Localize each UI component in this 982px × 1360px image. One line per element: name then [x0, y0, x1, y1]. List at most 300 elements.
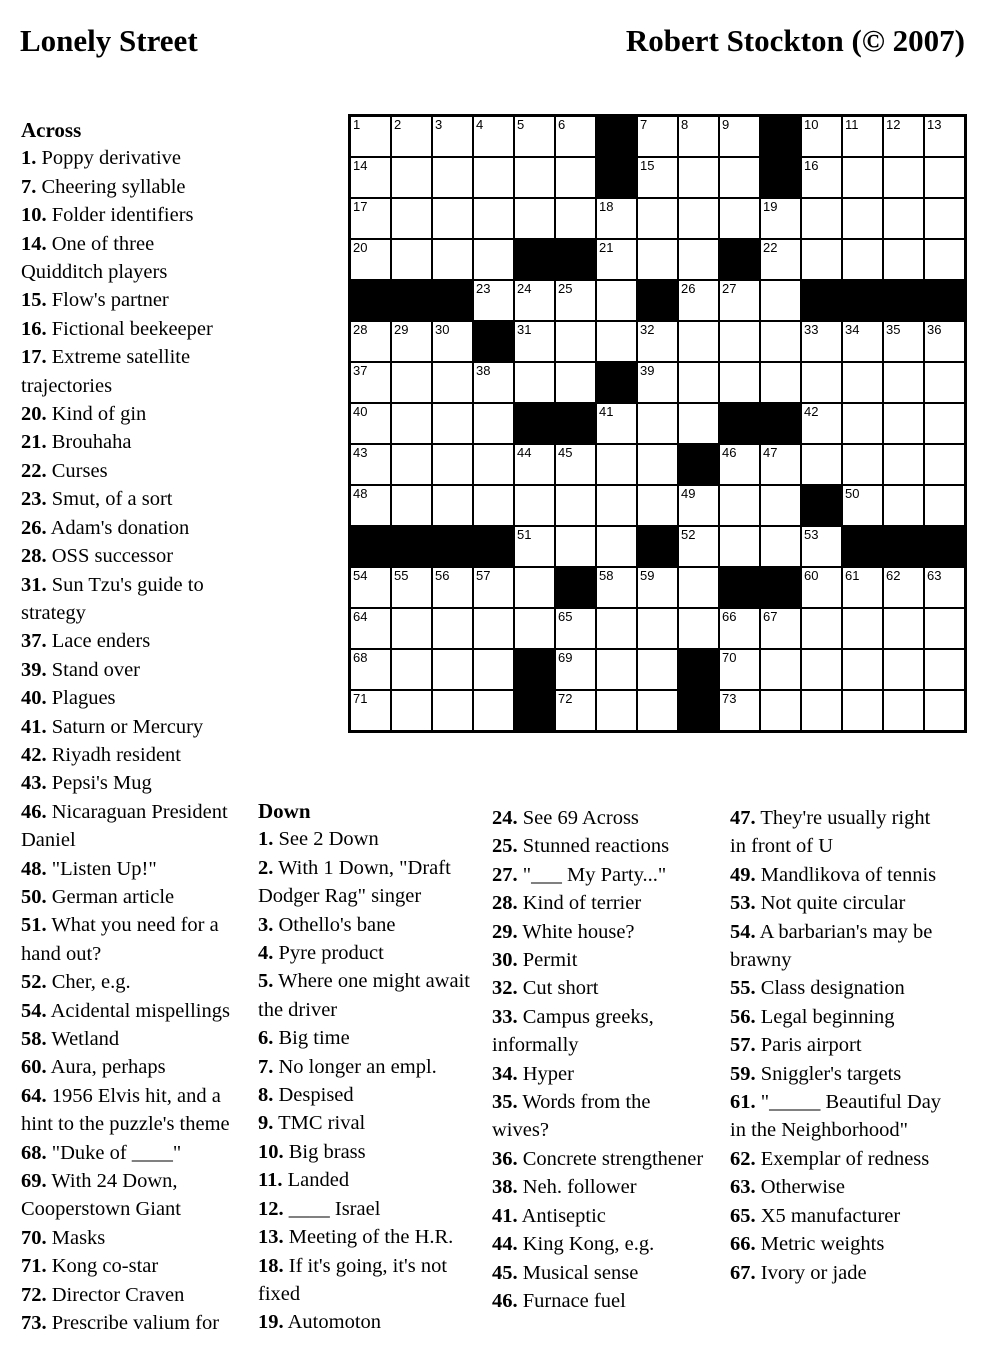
grid-cell[interactable]: [883, 362, 924, 403]
grid-cell[interactable]: [555, 690, 596, 731]
clue-item: [730, 1088, 943, 1145]
grid-cell[interactable]: [801, 157, 842, 198]
grid-cell[interactable]: [924, 608, 965, 649]
clue-item: [21, 741, 231, 769]
grid-cell-black: [473, 321, 514, 362]
grid-cell[interactable]: [924, 239, 965, 280]
grid-cell[interactable]: [391, 198, 432, 239]
grid-cell[interactable]: [432, 403, 473, 444]
cell-number: 73: [722, 691, 737, 706]
grid-cell[interactable]: [760, 649, 801, 690]
grid-cell[interactable]: [473, 567, 514, 608]
grid-cell[interactable]: [678, 239, 719, 280]
grid-cell[interactable]: [432, 608, 473, 649]
grid-cell[interactable]: [473, 403, 514, 444]
grid-cell[interactable]: [350, 116, 391, 157]
grid-cell[interactable]: [924, 362, 965, 403]
grid-cell[interactable]: [350, 403, 391, 444]
cell-number: 42: [804, 404, 819, 419]
grid-cell[interactable]: [924, 690, 965, 731]
grid-cell[interactable]: [883, 198, 924, 239]
grid-cell[interactable]: [801, 239, 842, 280]
grid-cell[interactable]: [842, 157, 883, 198]
grid-cell[interactable]: [637, 567, 678, 608]
clue-text: Big brass: [283, 1140, 366, 1163]
grid-cell[interactable]: [514, 321, 555, 362]
grid-cell[interactable]: [719, 608, 760, 649]
clue-text: German article: [46, 885, 175, 908]
grid-cell[interactable]: [555, 116, 596, 157]
clue-text: Aura, perhaps: [46, 1056, 166, 1079]
cell-number: 29: [394, 322, 409, 337]
grid-cell[interactable]: [719, 485, 760, 526]
grid-cell[interactable]: [719, 198, 760, 239]
cell-number: 40: [353, 404, 368, 419]
cell-number: 14: [353, 158, 368, 173]
clue-text: White house?: [517, 920, 635, 943]
grid-cell[interactable]: [596, 649, 637, 690]
clue-text: Words from the wives?: [492, 1091, 651, 1142]
clue-text: TMC rival: [273, 1112, 366, 1135]
grid-cell[interactable]: [514, 485, 555, 526]
grid-cell[interactable]: [596, 526, 637, 567]
grid-cell[interactable]: [514, 362, 555, 403]
grid-cell[interactable]: [432, 321, 473, 362]
grid-cell[interactable]: [350, 690, 391, 731]
grid-cell[interactable]: [637, 198, 678, 239]
clue-text: They're usually right in front of U: [730, 807, 931, 858]
clue-text: Stand over: [46, 658, 140, 681]
grid-cell[interactable]: [432, 567, 473, 608]
clue-number: 26.: [21, 516, 47, 539]
grid-cell[interactable]: [842, 321, 883, 362]
grid-cell[interactable]: [678, 198, 719, 239]
grid-cell[interactable]: [596, 321, 637, 362]
grid-cell[interactable]: [719, 321, 760, 362]
grid-cell[interactable]: [391, 690, 432, 731]
clue-text: Big time: [273, 1027, 350, 1050]
clue-text: Saturn or Mercury: [46, 715, 204, 738]
grid-cell[interactable]: [678, 157, 719, 198]
grid-cell[interactable]: [350, 444, 391, 485]
grid-cell[interactable]: [473, 444, 514, 485]
clue-text: Automoton: [283, 1311, 382, 1334]
grid-cell[interactable]: [391, 649, 432, 690]
grid-cell[interactable]: [801, 608, 842, 649]
grid-cell[interactable]: [637, 690, 678, 731]
cell-number: 61: [845, 568, 860, 583]
grid-cell[interactable]: [596, 403, 637, 444]
clue-text: Meeting of the H.R.: [283, 1226, 454, 1249]
grid-cell[interactable]: [432, 690, 473, 731]
clue-number: 13.: [258, 1226, 284, 1249]
clue-item: [21, 1082, 231, 1139]
grid-cell[interactable]: [555, 485, 596, 526]
grid-cell[interactable]: [924, 321, 965, 362]
grid-cell[interactable]: [924, 485, 965, 526]
clue-item: [730, 1031, 943, 1059]
clue-number: 58.: [21, 1028, 47, 1050]
grid-cell[interactable]: [555, 444, 596, 485]
grid-cell-black: [678, 649, 719, 690]
cell-number: 57: [476, 568, 491, 583]
grid-cell[interactable]: [842, 608, 883, 649]
clue-text: Sniggler's targets: [755, 1062, 902, 1085]
grid-cell[interactable]: [678, 321, 719, 362]
clue-item: [730, 804, 943, 861]
grid-cell[interactable]: [473, 362, 514, 403]
grid-cell[interactable]: [801, 321, 842, 362]
grid-cell[interactable]: [883, 608, 924, 649]
cell-number: 3: [435, 117, 443, 132]
clue-number: 61.: [730, 1091, 756, 1114]
grid-cell[interactable]: [514, 157, 555, 198]
grid-cell[interactable]: [678, 567, 719, 608]
grid-cell[interactable]: [637, 362, 678, 403]
clue-number: 21.: [21, 431, 47, 454]
grid-cell[interactable]: [842, 485, 883, 526]
grid-cell[interactable]: [473, 239, 514, 280]
grid-cell[interactable]: [801, 116, 842, 157]
grid-cell[interactable]: [678, 485, 719, 526]
clue-text: Masks: [46, 1226, 106, 1249]
clue-number: 51.: [21, 914, 47, 937]
grid-cell[interactable]: [596, 239, 637, 280]
down-clues-section-3: [730, 804, 943, 1287]
grid-cell[interactable]: [555, 157, 596, 198]
clue-text: Extreme satellite trajectories: [21, 346, 191, 397]
cell-number: 12: [886, 117, 901, 132]
clue-text: X5 manufacturer: [755, 1204, 901, 1227]
grid-cell[interactable]: [555, 608, 596, 649]
clue-number: 35.: [492, 1091, 518, 1114]
grid-cell-black: [719, 567, 760, 608]
grid-cell[interactable]: [719, 690, 760, 731]
grid-cell[interactable]: [555, 198, 596, 239]
clue-number: 29.: [492, 920, 518, 943]
grid-cell[interactable]: [637, 239, 678, 280]
clue-number: 43.: [21, 772, 47, 795]
grid-cell-black: [924, 526, 965, 567]
clue-item: [730, 1202, 943, 1230]
clue-item: [258, 1252, 476, 1309]
grid-cell[interactable]: [350, 198, 391, 239]
grid-cell[interactable]: [391, 403, 432, 444]
grid-cell[interactable]: [678, 403, 719, 444]
grid-cell[interactable]: [350, 608, 391, 649]
grid-cell[interactable]: [842, 362, 883, 403]
grid-cell[interactable]: [883, 239, 924, 280]
clue-number: 20.: [21, 403, 47, 426]
grid-cell[interactable]: [555, 362, 596, 403]
cell-number: 60: [804, 568, 819, 583]
grid-cell[interactable]: [801, 444, 842, 485]
grid-cell[interactable]: [473, 116, 514, 157]
grid-cell[interactable]: [432, 157, 473, 198]
grid-cell[interactable]: [678, 116, 719, 157]
down-heading: Down: [258, 799, 311, 823]
clue-item: [492, 1230, 704, 1258]
clue-item: [21, 201, 231, 229]
clue-number: 70.: [21, 1226, 47, 1249]
clue-number: 23.: [21, 488, 47, 511]
grid-cell[interactable]: [801, 198, 842, 239]
clue-item: [21, 798, 231, 855]
grid-cell[interactable]: [596, 567, 637, 608]
grid-cell[interactable]: [719, 116, 760, 157]
grid-cell[interactable]: [924, 649, 965, 690]
cell-number: 46: [722, 445, 737, 460]
grid-cell[interactable]: [760, 239, 801, 280]
clue-text: Folder identifiers: [46, 204, 194, 227]
grid-cell[interactable]: [637, 608, 678, 649]
grid-cell[interactable]: [678, 280, 719, 321]
grid-cell[interactable]: [473, 690, 514, 731]
grid-cell[interactable]: [473, 485, 514, 526]
cell-number: 43: [353, 445, 368, 460]
clue-text: Exemplar of redness: [755, 1147, 930, 1170]
clue-item: [258, 1308, 476, 1336]
grid-cell[interactable]: [801, 403, 842, 444]
grid-cell[interactable]: [883, 567, 924, 608]
clue-text: Legal beginning: [755, 1005, 895, 1028]
grid-cell[interactable]: [924, 116, 965, 157]
grid-cell[interactable]: [473, 608, 514, 649]
clue-text: Prescribe valium for: [46, 1312, 220, 1335]
clue-text: Paris airport: [755, 1034, 862, 1057]
grid-cell[interactable]: [432, 116, 473, 157]
grid-cell[interactable]: [842, 198, 883, 239]
grid-cell[interactable]: [350, 321, 391, 362]
grid-cell[interactable]: [473, 649, 514, 690]
grid-cell[interactable]: [801, 690, 842, 731]
grid-cell[interactable]: [350, 649, 391, 690]
grid-cell[interactable]: [391, 321, 432, 362]
grid-cell[interactable]: [678, 526, 719, 567]
grid-cell[interactable]: [596, 608, 637, 649]
grid-cell[interactable]: [350, 485, 391, 526]
grid-cell-black: [432, 280, 473, 321]
grid-cell[interactable]: [760, 485, 801, 526]
grid-cell[interactable]: [801, 649, 842, 690]
clue-text: Stunned reactions: [517, 835, 670, 858]
grid-cell[interactable]: [514, 567, 555, 608]
grid-cell[interactable]: [432, 198, 473, 239]
grid-cell[interactable]: [350, 567, 391, 608]
grid-cell[interactable]: [842, 649, 883, 690]
clue-number: 72.: [21, 1283, 47, 1306]
puzzle-title: Lonely Street: [20, 23, 198, 58]
grid-cell[interactable]: [760, 608, 801, 649]
grid-cell[interactable]: [350, 239, 391, 280]
grid-cell[interactable]: [514, 444, 555, 485]
clue-item: [258, 825, 476, 853]
grid-cell[interactable]: [678, 362, 719, 403]
grid-cell[interactable]: [842, 116, 883, 157]
clue-item: [21, 911, 231, 968]
grid-cell[interactable]: [473, 157, 514, 198]
grid-cell[interactable]: [883, 485, 924, 526]
cell-number: 56: [435, 568, 450, 583]
grid-cell[interactable]: [760, 690, 801, 731]
grid-cell[interactable]: [924, 567, 965, 608]
cell-number: 37: [353, 363, 368, 378]
cell-number: 51: [517, 527, 532, 542]
grid-cell[interactable]: [432, 444, 473, 485]
clue-number: 71.: [21, 1255, 47, 1278]
clue-text: Concrete strengthener: [517, 1147, 704, 1170]
grid-cell[interactable]: [883, 157, 924, 198]
grid-cell[interactable]: [924, 157, 965, 198]
clue-number: 38.: [492, 1176, 518, 1199]
grid-cell[interactable]: [637, 116, 678, 157]
grid-cell[interactable]: [637, 403, 678, 444]
grid-cell[interactable]: [883, 444, 924, 485]
clue-item: [21, 1053, 231, 1081]
grid-cell[interactable]: [596, 690, 637, 731]
clue-item: [258, 1081, 476, 1109]
grid-cell[interactable]: [391, 608, 432, 649]
grid-cell[interactable]: [760, 280, 801, 321]
grid-cell[interactable]: [596, 444, 637, 485]
grid-cell[interactable]: [596, 198, 637, 239]
clue-item: [730, 861, 943, 889]
grid-cell[interactable]: [555, 649, 596, 690]
grid-cell-black: [555, 567, 596, 608]
clue-number: 8.: [258, 1084, 274, 1107]
grid-cell[interactable]: [596, 485, 637, 526]
clue-text: Despised: [273, 1084, 354, 1107]
grid-cell[interactable]: [760, 526, 801, 567]
clue-item: [21, 428, 231, 456]
down-clue-list-1: [258, 825, 476, 1336]
grid-cell[interactable]: [391, 239, 432, 280]
grid-cell[interactable]: [391, 116, 432, 157]
grid-cell[interactable]: [514, 280, 555, 321]
grid-cell[interactable]: [350, 157, 391, 198]
grid-cell[interactable]: [432, 362, 473, 403]
grid-cell[interactable]: [719, 526, 760, 567]
grid-cell[interactable]: [760, 198, 801, 239]
grid-cell[interactable]: [555, 280, 596, 321]
grid-cell[interactable]: [555, 321, 596, 362]
clue-text: Nicaraguan President Daniel: [21, 800, 228, 852]
grid-cell[interactable]: [924, 403, 965, 444]
grid-cell[interactable]: [760, 444, 801, 485]
clue-item: [21, 713, 231, 741]
grid-cell[interactable]: [473, 280, 514, 321]
grid-cell[interactable]: [678, 608, 719, 649]
grid-cell[interactable]: [924, 198, 965, 239]
clue-item: [21, 855, 231, 883]
clue-text: "Listen Up!": [46, 857, 157, 880]
clue-text: Neh. follower: [517, 1176, 637, 1199]
grid-cell[interactable]: [883, 649, 924, 690]
clue-number: 16.: [21, 317, 47, 340]
clue-item: [730, 1060, 943, 1088]
clue-number: 41.: [492, 1204, 518, 1227]
cell-number: 65: [558, 609, 573, 624]
grid-cell[interactable]: [391, 157, 432, 198]
grid-cell[interactable]: [637, 321, 678, 362]
grid-cell[interactable]: [842, 444, 883, 485]
clue-number: 19.: [258, 1311, 284, 1334]
grid-cell[interactable]: [760, 321, 801, 362]
grid-cell[interactable]: [801, 526, 842, 567]
grid-cell[interactable]: [842, 567, 883, 608]
across-heading: Across: [21, 118, 82, 142]
grid-cell[interactable]: [350, 362, 391, 403]
grid-cell[interactable]: [637, 157, 678, 198]
grid-cell[interactable]: [719, 444, 760, 485]
grid-cell[interactable]: [432, 239, 473, 280]
grid-cell[interactable]: [719, 280, 760, 321]
grid-cell[interactable]: [719, 362, 760, 403]
grid-cell[interactable]: [883, 403, 924, 444]
grid-cell-black: [637, 280, 678, 321]
clue-text: Kind of gin: [46, 403, 147, 426]
clue-number: 10.: [258, 1140, 284, 1163]
grid-cell[interactable]: [555, 526, 596, 567]
clue-text: Antiseptic: [517, 1204, 606, 1227]
clue-item: [258, 911, 476, 939]
grid-cell[interactable]: [514, 116, 555, 157]
grid-cell[interactable]: [719, 157, 760, 198]
grid-cell[interactable]: [391, 444, 432, 485]
grid-cell[interactable]: [391, 567, 432, 608]
grid-cell[interactable]: [514, 608, 555, 649]
grid-cell[interactable]: [924, 444, 965, 485]
clue-item: [492, 804, 704, 832]
cell-number: 5: [517, 117, 525, 132]
grid-cell[interactable]: [883, 690, 924, 731]
grid-cell[interactable]: [391, 485, 432, 526]
clue-number: 1.: [258, 828, 274, 851]
grid-cell[interactable]: [596, 280, 637, 321]
cell-number: 6: [558, 117, 566, 132]
grid-cell[interactable]: [432, 485, 473, 526]
clue-item: [21, 627, 231, 655]
grid-cell[interactable]: [842, 239, 883, 280]
grid-cell[interactable]: [514, 526, 555, 567]
grid-cell[interactable]: [432, 649, 473, 690]
grid-cell[interactable]: [719, 649, 760, 690]
grid-cell[interactable]: [473, 198, 514, 239]
grid-cell[interactable]: [883, 321, 924, 362]
grid-cell[interactable]: [514, 198, 555, 239]
cell-number: 16: [804, 158, 819, 173]
cell-number: 31: [517, 322, 532, 337]
clue-item: [21, 883, 231, 911]
grid-cell[interactable]: [637, 444, 678, 485]
clue-text: Smut, of a sort: [46, 488, 173, 511]
grid-cell[interactable]: [760, 362, 801, 403]
cell-number: 38: [476, 363, 491, 378]
grid-cell[interactable]: [637, 649, 678, 690]
clue-text: Flow's partner: [46, 289, 169, 312]
grid-cell[interactable]: [801, 362, 842, 403]
grid-cell[interactable]: [801, 567, 842, 608]
clue-text: Acidental mispellings: [46, 999, 230, 1022]
grid-cell[interactable]: [842, 690, 883, 731]
grid-cell[interactable]: [883, 116, 924, 157]
grid-cell[interactable]: [391, 362, 432, 403]
clue-number: 28.: [492, 892, 518, 915]
clue-item: [21, 286, 231, 314]
grid-cell[interactable]: [637, 485, 678, 526]
grid-cell-black: [760, 116, 801, 157]
grid-cell[interactable]: [842, 403, 883, 444]
